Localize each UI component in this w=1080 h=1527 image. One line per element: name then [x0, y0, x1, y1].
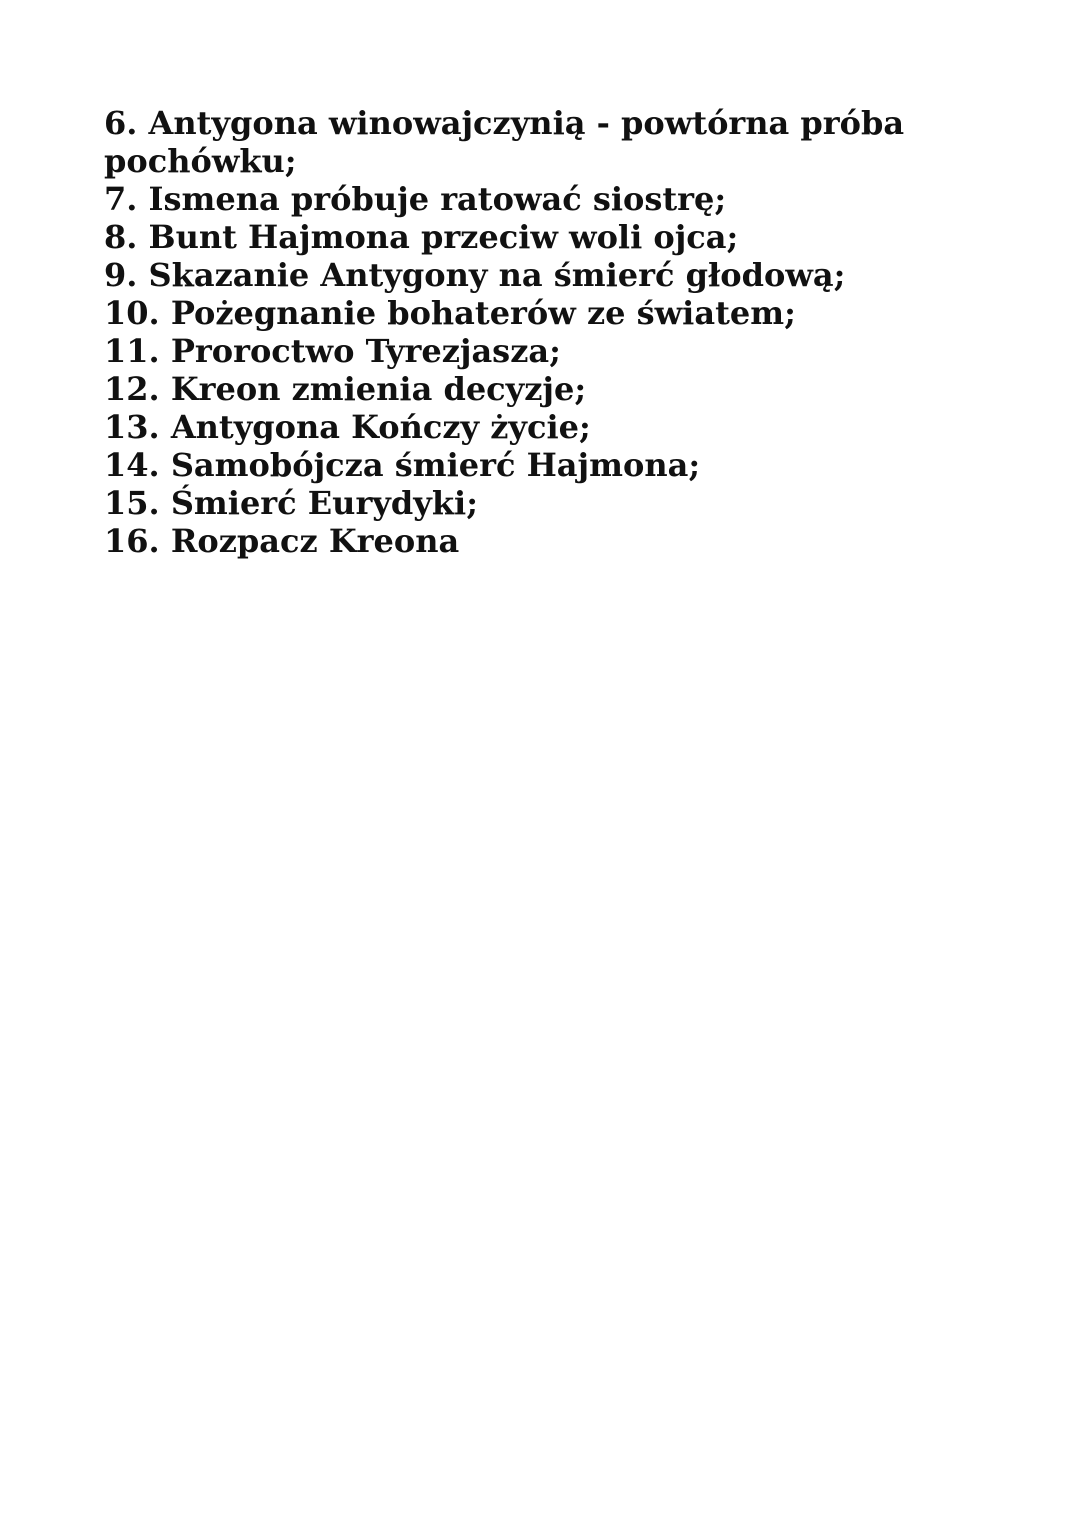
item-number: 16. — [104, 522, 160, 560]
plot-event-list — [104, 104, 984, 560]
list-item — [104, 408, 984, 446]
list-item — [104, 332, 984, 370]
item-number: 6. — [104, 104, 138, 142]
item-text: Samobójcza śmierć Hajmona; — [170, 446, 701, 484]
list-item — [104, 104, 984, 180]
item-text: Antygona Kończy życie; — [170, 408, 591, 446]
item-text: Rozpacz Kreona — [170, 522, 460, 560]
list-item — [104, 370, 984, 408]
list-item — [104, 218, 984, 256]
item-text: Kreon zmienia decyzje; — [170, 370, 587, 408]
item-number: 9. — [104, 256, 138, 294]
item-text: Ismena próbuje ratować siostrę; — [148, 180, 727, 218]
list-item — [104, 180, 984, 218]
item-number: 7. — [104, 180, 138, 218]
item-number: 15. — [104, 484, 160, 522]
item-text: Antygona winowajczynią - powtórna próba pochówku; — [104, 104, 905, 180]
list-item — [104, 294, 984, 332]
item-number: 10. — [104, 294, 160, 332]
list-item — [104, 484, 984, 522]
item-number: 8. — [104, 218, 138, 256]
item-text: Bunt Hajmona przeciw woli ojca; — [148, 218, 739, 256]
item-number: 12. — [104, 370, 160, 408]
list-item — [104, 446, 984, 484]
item-text: Pożegnanie bohaterów ze światem; — [170, 294, 796, 332]
item-text: Proroctwo Tyrezjasza; — [170, 332, 561, 370]
item-number: 14. — [104, 446, 160, 484]
item-number: 13. — [104, 408, 160, 446]
item-text: Skazanie Antygony na śmierć głodową; — [148, 256, 846, 294]
list-item — [104, 522, 984, 560]
list-item — [104, 256, 984, 294]
item-text: Śmierć Eurydyki; — [170, 484, 478, 522]
item-number: 11. — [104, 332, 160, 370]
